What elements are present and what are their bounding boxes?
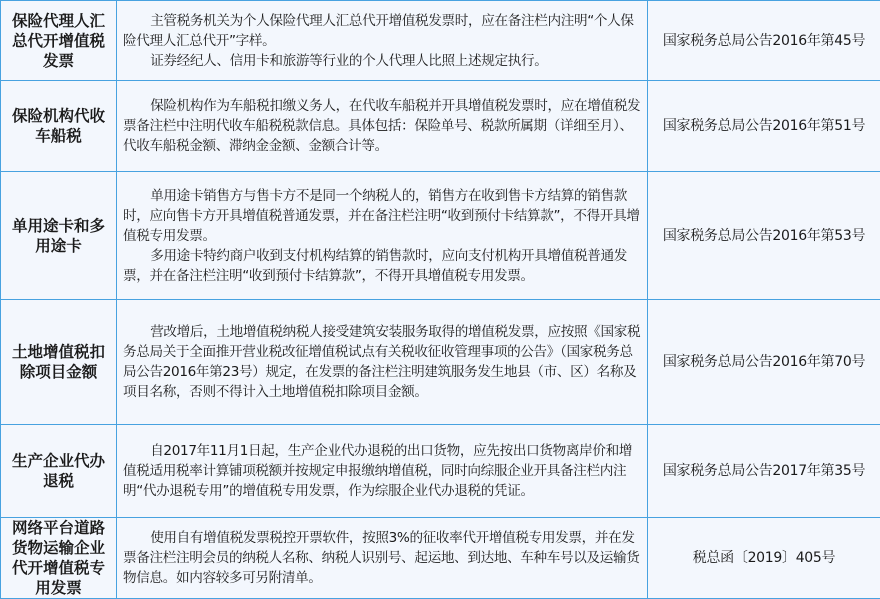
table-row [1, 300, 880, 425]
table-row [1, 172, 880, 300]
content-paragraph: 营改增后，土地增值税纳税人接受建筑安装服务取得的增值税发票，应按照《国家税务总局关于全面推开营业税改征增值税试点有关税收征收管理事项的公告》（国家税务总局公告2016年第23号）规定，在发票的备注栏注明建筑服务发生地县（市、区）名称及项目名称，否则不得计入土地增值税扣除项目金额。 [123, 324, 641, 400]
content-paragraph: 主管税务机关为个人保险代理人汇总代开增值税发票时，应在备注栏内注明“个人保险代理人汇总代开”字样。 [123, 12, 634, 49]
content-cell [117, 81, 648, 172]
content-paragraph: 单用途卡销售方与售卡方不是同一个纳税人的，销售方在收到售卡方结算的销售款时，应向售卡方开具增值税普通发票，并在备注栏注明“收到预付卡结算款”，不得开具增值税专用发票。 [123, 187, 640, 244]
category-cell: 生产企业代办退税 [1, 425, 117, 518]
source-cell: 国家税务总局公告2016年第45号 [648, 1, 880, 81]
source-cell: 税总函〔2019〕405号 [648, 518, 880, 599]
content-cell [117, 425, 648, 518]
content-cell [117, 172, 648, 300]
table-row [1, 1, 880, 81]
category-cell: 土地增值税扣除项目金额 [1, 300, 117, 425]
source-cell: 国家税务总局公告2016年第70号 [648, 300, 880, 425]
content-paragraph: 保险机构作为车船税扣缴义务人，在代收车船税并开具增值税发票时，应在增值税发票备注栏中注明代收车船税税款信息。具体包括：保险单号、税款所属期（详细至月）、代收车船税金额、滞纳金金额、金额合计等。 [123, 98, 641, 154]
category-cell: 单用途卡和多用途卡 [1, 172, 117, 300]
content-paragraph: 使用自有增值税发票税控开票软件，按照3%的征收率代开增值税专用发票，并在发票备注栏注明会员的纳税人名称、纳税人识别号、起运地、到达地、车种车号以及运输货物信息。如内容较多可另附清单。 [123, 530, 640, 586]
category-cell: 保险机构代收车船税 [1, 81, 117, 172]
source-cell: 国家税务总局公告2017年第35号 [648, 425, 880, 518]
content-paragraph: 证券经纪人、信用卡和旅游等行业的个人代理人比照上述规定执行。 [150, 52, 548, 69]
source-cell: 国家税务总局公告2016年第51号 [648, 81, 880, 172]
content-paragraph: 自2017年11月1日起，生产企业代办退税的出口货物，应先按出口货物离岸价和增值税适用税率计算铺项税额并按规定申报缴纳增值税，同时向综服企业开具备注栏内注明“代办退税专用”的增值税专用发票，作为综服企业代办退税的凭证。 [123, 443, 633, 499]
content-cell [117, 1, 648, 81]
source-cell: 国家税务总局公告2016年第53号 [648, 172, 880, 300]
content-paragraph: 多用途卡特约商户收到支付机构结算的销售款时，应向支付机构开具增值税普通发票，并在备注栏注明“收到预付卡结算款”，不得开具增值税专用发票。 [123, 247, 627, 284]
table-row [1, 518, 880, 599]
table-row [1, 425, 880, 518]
table-row [1, 81, 880, 172]
content-cell [117, 300, 648, 425]
content-cell [117, 518, 648, 599]
category-cell: 网络平台道路货物运输企业代开增值税专用发票 [1, 518, 117, 599]
category-cell: 保险代理人汇总代开增值税发票 [1, 1, 117, 81]
